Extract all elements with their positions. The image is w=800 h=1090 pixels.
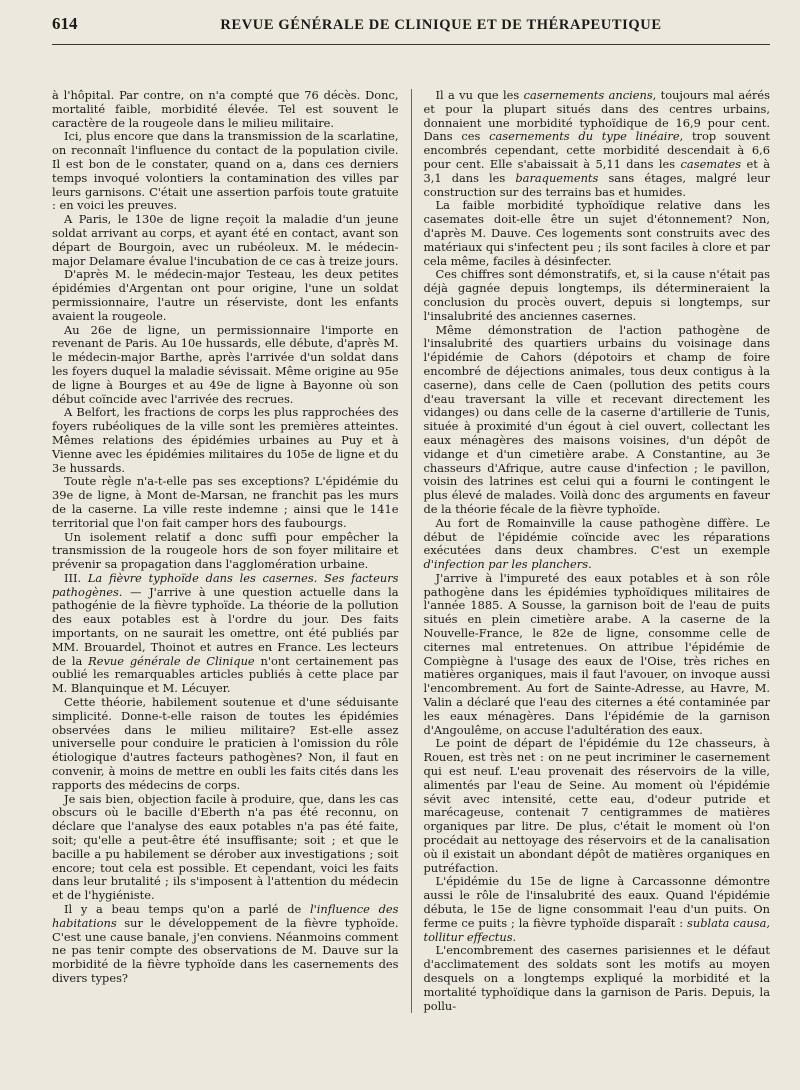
section-title: La fièvre typhoïde dans les casernes. Ses facteurs pathogènes. (52, 570, 399, 599)
paragraph (424, 89, 771, 199)
paragraph: J'arrive à l'impureté des eaux potables et à son rôle pathogène dans les épidémies typhoïdiques militaires de l'année 1885. A Sousse, la garnison boit de l'eau de puits situés en plein cimetière arabe. A la caserne de la Nouvelle-France, le 82e de ligne, consomme celle de citernes mal entretenues. On attribue l'épidémie de Compiègne à l'usage des eaux de l'Oise, très riches en matières organiques, mais il faut l'avouer, on invoque aussi l'encombrement. Au fort de Sainte-Adresse, au Havre, M. Valin a déclaré que l'eau des citernes a été contaminée par les eaux ménagères. Dans l'épidémie de la garnison d'Angoulême, on accuse l'adultération des eaux. (423, 570, 770, 737)
paragraph (52, 903, 399, 986)
right-column (411, 89, 771, 1013)
emphasis: casernements du type linéaire (489, 129, 680, 144)
paragraph: A Paris, le 130e de ligne reçoit la maladie d'un jeune soldat arrivant au corps, et ayant été en contact, avant son départ de Bourgoin, avec un rubéoleux. M. le médecin-major Delamare évalue l'incubation de ce cas à treize jours. (52, 212, 399, 268)
emphasis: baraquements (515, 170, 599, 185)
text-run: Au fort de Romainville la cause pathogène diffère. Le début de l'épidémie coïncide avec les réparations exécutées dans deux chambres. C'est un exemple (423, 515, 770, 558)
text-run: L'épidémie du 15e de ligne à Carcassonne démontre aussi le rôle de l'insalubrité des eaux. Quand l'épidémie débuta, le 15e de ligne consommait l'eau d'un puits. On ferme ce puits ; la fièvre typhoïde disparaît : (423, 874, 770, 930)
text-columns (52, 89, 770, 1013)
left-column (52, 89, 411, 1013)
emphasis: casernements anciens (523, 88, 653, 102)
page-number: 614 (52, 14, 78, 33)
paragraph: Cette théorie, habilement soutenue et d'une séduisante simplicité. Donne-t-elle raison de toutes les épidémies observées dans le milieu militaire? Est-elle assez universelle pour conduire le praticien à l'omission du rôle étiologique d'autres facteurs pathogènes? Non, il faut en convenir, à moins de mettre en oubli les faits cités dans les rapports des médecins de corps. (52, 695, 399, 792)
running-title: REVUE GÉNÉRALE DE CLINIQUE ET DE THÉRAPEUTIQUE (220, 17, 662, 33)
text-run: , toujours mal aérés et pour la plupart situés dans des centres urbains, donnaient une morbidité typhoïdique de 16,9 pour cent. Dans ces (423, 88, 770, 144)
paragraph: Un isolement relatif a donc suffi pour empêcher la transmission de la rougeole hors de son foyer militaire et prévenir sa propagation dans l'agglomération urbaine. (52, 529, 399, 572)
text-run: n'ont certainement pas oublié les remarquables articles publiés à cette place par M. Blanquinque et M. Lécuyer. (52, 653, 399, 696)
text-run: sans étages, malgré leur construction sur des terrains bas et humides. (423, 170, 770, 199)
journal-title: Revue générale de Clinique (88, 653, 255, 668)
paragraph: Le point de départ de l'épidémie du 12e chasseurs, à Rouen, est très net : on ne peut incriminer le casernement qui est neuf. L'eau provenait des réservoirs de la ville, alimentés par l'eau de Seine. Au moment où l'épidémie sévit avec intensité, cette eau, d'odeur putride et marécageuse, contenait 7 centigrammes de matières organiques par litre. De plus, c'était le moment où l'on procédait au nettoyage des réservoirs et de la canalisation où il existait un abondant dépôt de matières organiques en putréfaction. (423, 736, 770, 875)
text-run: Il a vu que les (435, 88, 524, 102)
section-paragraph (52, 572, 399, 696)
paragraph: Au 26e de ligne, un permissionnaire l'importe en revenant de Paris. Au 10e hussards, elle débute, d'après M. le médecin-major Barthe, après l'arrivée d'un soldat dans les foyers duquel la maladie sévissait. Même origine au 95e de ligne à Bourges et au 49e de ligne à Bayonne où son début coïncide avec l'arrivée des recrues. (52, 322, 399, 406)
paragraph: Toute règle n'a-t-elle pas ses exceptions? L'épidémie du 39e de ligne, à Mont de-Marsan, ne franchit pas les murs de la caserne. La ville reste indemne ; ainsi que le 141e territorial que l'on fait camper hors des faubourgs. (52, 474, 399, 530)
section-number: III. (64, 570, 88, 585)
paragraph: D'après M. le médecin-major Testeau, les deux petites épidémies d'Argentan ont pour origine, l'une un soldat permissionnaire, l'autre un réserviste, dont les enfants avaient la rougeole. (52, 267, 399, 323)
text-run: et à 3,1 dans les (423, 156, 770, 185)
emphasis: casemates (680, 156, 742, 171)
paragraph (424, 517, 771, 572)
emphasis: d'infection par les planchers. (423, 557, 592, 572)
latin-phrase: sublata causa, tollitur effectus. (423, 915, 770, 944)
text-run: — J'arrive à une question actuelle dans la pathogénie de la fièvre typhoïde. La théorie de la pollution des eaux potables est à l'ordre du jour. Des faits importants, on ne saurait les omettre, ont été publiés par MM. Brouardel, Thoinot et autres en France. Les lecteurs de la (52, 584, 399, 668)
text-run: Il y a beau temps qu'on a parlé de (64, 902, 311, 917)
paragraph: Même démonstration de l'action pathogène de l'insalubrité des quartiers urbains du voisinage dans l'épidémie de Cahors (dépotoirs et champ de foire encombré de déjections animales, tous deux contigus à la caserne), dans celle de Caen (pollution des petits cours d'eau traversant la ville et recevant directement les vidanges) ou dans celle de la caserne d'artillerie de Tunis, située à proximité d'un égout à ciel ouvert, collectant les eaux ménagères des maisons voisines, d'un dépôt de vidange et d'un cimetière arabe. A Constantine, au 3e chasseurs d'Afrique, autre cause d'infection ; le pavillon, voisin des latrines est celui qui a fourni le contingent le plus élevé de malades. Voilà donc des arguments en faveur de la théorie fécale de la fièvre typhoïde. (423, 322, 770, 516)
paragraph: La faible morbidité typhoïdique relative dans les casemates doit-elle être un sujet d'étonnement? Non, d'après M. Dauve. Ces logements sont construits avec des matériaux qui s'infectent peu ; ils sont faciles à clore et par cela même, faciles à désinfecter. (423, 198, 770, 268)
text-run: , trop souvent encombrés cependant, cette morbidité descendait à 6,6 pour cent. Elle s'abaissait à 5,11 dans les (423, 129, 770, 171)
paragraph: Ici, plus encore que dans la transmission de la scarlatine, on reconnaît l'influence du contact de la population civile. Il est bon de le constater, quand on a, dans ces derniers temps invoqué volontiers la contamination des villes par leurs garnisons. C'était une assertion parfois toute gratuite : en voici les preuves. (52, 129, 399, 213)
paragraph: Ces chiffres sont démonstratifs, et, si la cause n'était pas déjà gagnée depuis longtemps, ils détermineraient la conclusion du procès ouvert, depuis si longtemps, sur l'insalubrité des anciennes casernes. (423, 267, 770, 323)
text-run: sur le développement de la fièvre typhoïde. C'est une cause banale, j'en conviens. Néanmoins comment ne pas tenir compte des observations de M. Dauve sur la morbidité de la fièvre typhoïde dans les casernements des divers types? (52, 915, 399, 985)
page-header (52, 14, 770, 45)
paragraph: Je sais bien, objection facile à produire, que, dans les cas obscurs où le bacille d'Eberth n'a pas été reconnu, on déclare que l'analyse des eaux potables n'a pas été faite, soit; qu'elle a peut-être été insuffisante; soit ; et que le bacille a pu habilement se dérober aux investigations ; soit encore; tout cela est possible. Et cependant, voici les faits dans leur brutalité ; ils s'imposent à l'attention du médecin et de l'hygiéniste. (52, 791, 399, 903)
paragraph (424, 875, 771, 944)
paragraph: A Belfort, les fractions de corps les plus rapprochées des foyers rubéoliques de la ville sont les premières atteintes. Mêmes relations des épidémies urbaines au Puy et à Vienne avec les épidémies militaires du 105e de ligne et du 3e hussards. (52, 405, 399, 475)
paragraph: L'encombrement des casernes parisiennes et le défaut d'acclimatement des soldats sont les motifs au moyen desquels on a longtemps expliqué la morbidité et la mortalité typhoïdique dans la garnison de Paris. Depuis, la pollu- (423, 943, 770, 1013)
paragraph: à l'hôpital. Par contre, on n'a compté que 76 décès. Donc, mortalité faible, morbidité élevée. Tel est souvent le caractère de la rougeole dans le milieu militaire. (52, 88, 399, 130)
emphasis: l'influence des habitations (52, 902, 399, 930)
